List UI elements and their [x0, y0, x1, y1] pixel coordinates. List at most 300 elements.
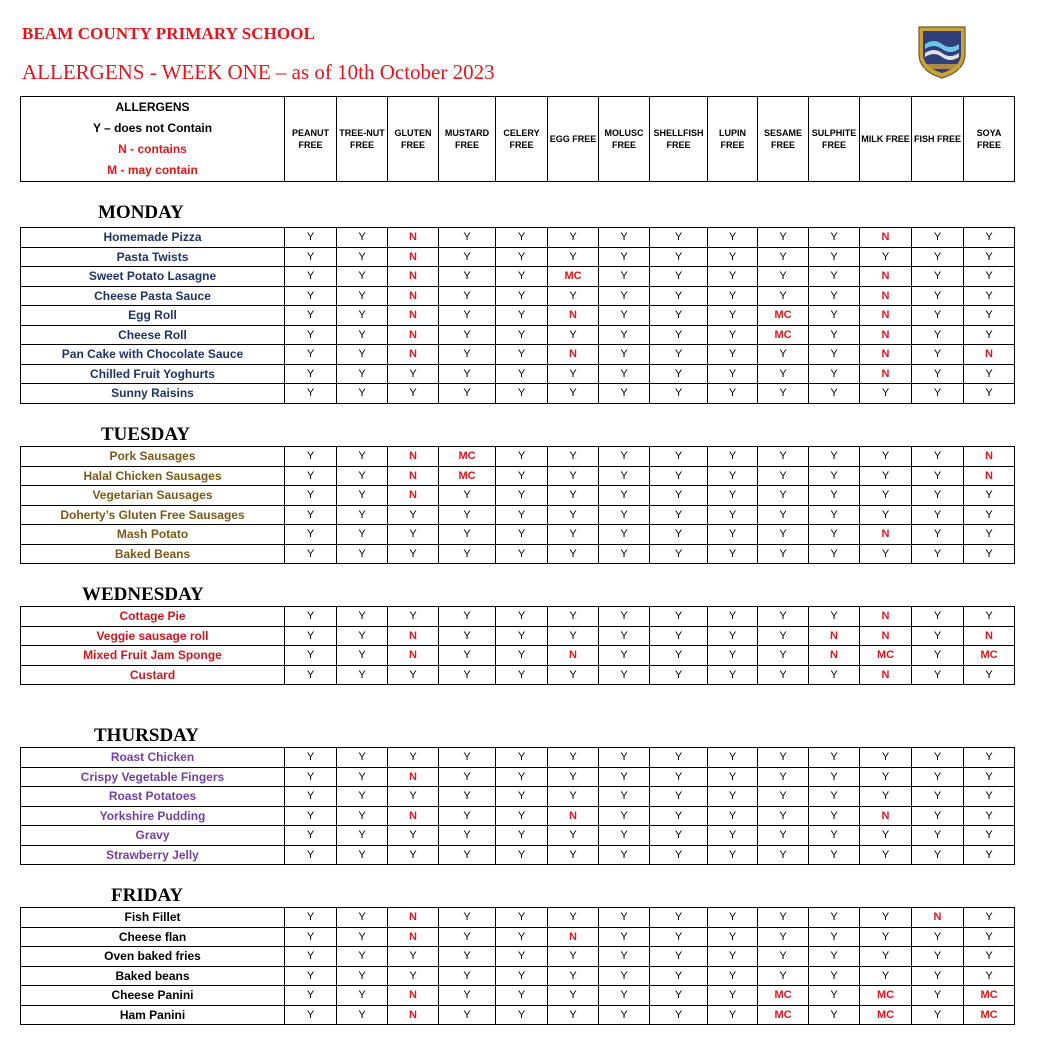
- allergen-cell: Y: [439, 364, 496, 384]
- allergen-cell: Y: [809, 947, 860, 967]
- allergen-cell: Y: [496, 447, 548, 467]
- allergen-cell: Y: [809, 247, 860, 267]
- allergen-cell: MC: [964, 646, 1015, 666]
- allergen-cell: Y: [964, 607, 1015, 627]
- allergen-cell: Y: [285, 544, 337, 564]
- table-row: [21, 247, 1015, 267]
- allergen-cell: Y: [708, 748, 758, 768]
- allergen-cell: Y: [860, 466, 912, 486]
- allergen-cell: Y: [599, 267, 650, 287]
- allergen-cell: Y: [708, 447, 758, 467]
- food-name: Custard: [21, 665, 285, 685]
- food-name: Cheese flan: [21, 927, 285, 947]
- allergen-cell: Y: [599, 927, 650, 947]
- allergen-cell: Y: [860, 486, 912, 506]
- allergen-cell: Y: [708, 607, 758, 627]
- allergen-cell: Y: [860, 927, 912, 947]
- allergen-cell: Y: [809, 986, 860, 1006]
- table-row: [21, 267, 1015, 287]
- allergen-cell: Y: [548, 966, 599, 986]
- allergen-cell: MC: [964, 986, 1015, 1006]
- column-header: MILK FREE: [860, 97, 912, 182]
- allergen-cell: N: [860, 626, 912, 646]
- allergen-cell: Y: [809, 1005, 860, 1025]
- allergen-cell: Y: [285, 1005, 337, 1025]
- allergen-cell: Y: [439, 486, 496, 506]
- allergen-cell: N: [912, 908, 964, 928]
- table-row: [21, 626, 1015, 646]
- allergen-cell: Y: [809, 364, 860, 384]
- allergen-cell: Y: [708, 908, 758, 928]
- allergen-cell: Y: [964, 806, 1015, 826]
- allergen-cell: Y: [337, 748, 388, 768]
- allergen-cell: Y: [912, 607, 964, 627]
- allergen-cell: Y: [599, 447, 650, 467]
- allergen-cell: Y: [599, 525, 650, 545]
- allergen-cell: Y: [439, 826, 496, 846]
- allergen-cell: Y: [439, 247, 496, 267]
- allergen-cell: Y: [708, 384, 758, 404]
- allergen-cell: Y: [809, 927, 860, 947]
- allergen-cell: Y: [599, 228, 650, 248]
- allergen-cell: Y: [388, 845, 439, 865]
- allergen-cell: Y: [912, 384, 964, 404]
- allergen-cell: Y: [758, 505, 809, 525]
- allergen-cell: Y: [650, 646, 708, 666]
- allergen-cell: Y: [599, 1005, 650, 1025]
- allergen-cell: Y: [809, 908, 860, 928]
- allergen-cell: Y: [599, 364, 650, 384]
- allergen-cell: Y: [548, 525, 599, 545]
- column-header: FISH FREE: [912, 97, 964, 182]
- column-header: CELERY FREE: [496, 97, 548, 182]
- allergen-cell: Y: [964, 228, 1015, 248]
- allergen-cell: Y: [337, 286, 388, 306]
- allergen-cell: Y: [439, 544, 496, 564]
- allergen-cell: Y: [912, 525, 964, 545]
- allergen-cell: Y: [708, 486, 758, 506]
- allergen-cell: Y: [708, 966, 758, 986]
- allergen-cell: Y: [809, 544, 860, 564]
- allergen-cell: Y: [964, 364, 1015, 384]
- allergen-cell: Y: [964, 947, 1015, 967]
- allergen-cell: Y: [758, 806, 809, 826]
- allergen-cell: Y: [285, 306, 337, 326]
- allergen-cell: Y: [912, 927, 964, 947]
- table-row: [21, 927, 1015, 947]
- allergen-cell: Y: [496, 325, 548, 345]
- allergen-cell: Y: [388, 544, 439, 564]
- allergen-cell: Y: [758, 966, 809, 986]
- allergen-cell: Y: [439, 646, 496, 666]
- allergen-cell: Y: [860, 767, 912, 787]
- allergen-cell: MC: [860, 1005, 912, 1025]
- allergen-cell: Y: [708, 247, 758, 267]
- allergen-cell: N: [860, 364, 912, 384]
- allergen-cell: Y: [912, 345, 964, 365]
- allergen-cell: Y: [809, 767, 860, 787]
- allergen-cell: Y: [337, 646, 388, 666]
- allergen-cell: Y: [548, 466, 599, 486]
- allergen-cell: Y: [548, 286, 599, 306]
- allergen-cell: MC: [758, 986, 809, 1006]
- allergen-cell: Y: [599, 466, 650, 486]
- allergen-cell: Y: [964, 826, 1015, 846]
- allergen-cell: Y: [439, 767, 496, 787]
- allergen-cell: MC: [860, 646, 912, 666]
- allergen-cell: Y: [758, 247, 809, 267]
- allergen-cell: Y: [599, 806, 650, 826]
- allergen-cell: Y: [285, 826, 337, 846]
- food-name: Gravy: [21, 826, 285, 846]
- allergen-cell: Y: [809, 665, 860, 685]
- allergen-cell: Y: [650, 908, 708, 928]
- allergen-cell: Y: [599, 306, 650, 326]
- allergen-cell: Y: [599, 505, 650, 525]
- allergen-cell: Y: [388, 607, 439, 627]
- allergen-cell: Y: [599, 748, 650, 768]
- allergen-cell: Y: [860, 787, 912, 807]
- allergen-cell: Y: [860, 947, 912, 967]
- table-row: [21, 306, 1015, 326]
- allergen-cell: Y: [964, 845, 1015, 865]
- allergen-cell: Y: [650, 806, 708, 826]
- allergen-cell: Y: [548, 986, 599, 1006]
- allergen-cell: Y: [496, 607, 548, 627]
- allergen-cell: Y: [964, 325, 1015, 345]
- column-header: EGG FREE: [548, 97, 599, 182]
- allergen-cell: Y: [912, 646, 964, 666]
- allergen-cell: Y: [758, 447, 809, 467]
- allergen-cell: Y: [285, 986, 337, 1006]
- allergen-cell: Y: [439, 345, 496, 365]
- allergen-cell: Y: [599, 908, 650, 928]
- allergen-cell: N: [964, 345, 1015, 365]
- allergen-cell: Y: [548, 447, 599, 467]
- allergen-cell: Y: [708, 646, 758, 666]
- table-row: [21, 325, 1015, 345]
- allergen-cell: Y: [337, 228, 388, 248]
- allergen-cell: N: [388, 927, 439, 947]
- allergen-cell: Y: [548, 787, 599, 807]
- allergen-cell: Y: [388, 505, 439, 525]
- allergen-cell: Y: [758, 908, 809, 928]
- allergen-cell: Y: [496, 845, 548, 865]
- allergen-cell: N: [388, 286, 439, 306]
- allergen-cell: Y: [650, 228, 708, 248]
- allergen-cell: Y: [912, 806, 964, 826]
- allergen-cell: Y: [650, 927, 708, 947]
- allergen-cell: Y: [439, 748, 496, 768]
- table-row: [21, 665, 1015, 685]
- allergen-cell: Y: [285, 325, 337, 345]
- allergen-cell: Y: [337, 247, 388, 267]
- allergen-cell: N: [860, 228, 912, 248]
- table-row: [21, 447, 1015, 467]
- allergen-cell: Y: [337, 345, 388, 365]
- allergen-cell: Y: [708, 286, 758, 306]
- allergen-cell: Y: [809, 228, 860, 248]
- allergen-cell: Y: [337, 525, 388, 545]
- day-heading-thursday: THURSDAY: [94, 725, 199, 746]
- allergen-cell: Y: [809, 306, 860, 326]
- allergen-cell: Y: [439, 228, 496, 248]
- allergen-cell: Y: [388, 525, 439, 545]
- allergen-cell: N: [388, 986, 439, 1006]
- allergen-cell: Y: [439, 384, 496, 404]
- allergen-cell: Y: [650, 525, 708, 545]
- allergen-cell: Y: [708, 826, 758, 846]
- allergen-cell: Y: [548, 486, 599, 506]
- food-name: Strawberry Jelly: [21, 845, 285, 865]
- allergen-cell: Y: [285, 806, 337, 826]
- allergen-cell: Y: [496, 364, 548, 384]
- allergen-cell: Y: [496, 286, 548, 306]
- allergen-cell: Y: [285, 447, 337, 467]
- allergen-cell: N: [388, 626, 439, 646]
- allergen-cell: Y: [496, 626, 548, 646]
- allergen-cell: Y: [758, 486, 809, 506]
- column-header: SOYA FREE: [964, 97, 1015, 182]
- allergen-cell: Y: [439, 787, 496, 807]
- allergen-cell: Y: [912, 286, 964, 306]
- allergen-cell: Y: [650, 1005, 708, 1025]
- allergen-cell: Y: [599, 384, 650, 404]
- allergen-cell: Y: [809, 966, 860, 986]
- allergen-cell: Y: [758, 267, 809, 287]
- allergen-cell: Y: [599, 947, 650, 967]
- allergen-cell: Y: [285, 845, 337, 865]
- table-row: [21, 228, 1015, 248]
- allergen-cell: Y: [496, 767, 548, 787]
- allergen-cell: N: [860, 345, 912, 365]
- wednesday-table: [20, 606, 1015, 685]
- allergen-cell: Y: [496, 525, 548, 545]
- allergen-cell: Y: [708, 306, 758, 326]
- allergen-cell: Y: [809, 486, 860, 506]
- column-header: TREE-NUT FREE: [337, 97, 388, 182]
- allergen-cell: Y: [337, 947, 388, 967]
- allergen-cell: N: [388, 345, 439, 365]
- allergen-cell: N: [860, 325, 912, 345]
- allergen-cell: Y: [599, 845, 650, 865]
- food-name: Cheese Roll: [21, 325, 285, 345]
- allergen-cell: Y: [337, 665, 388, 685]
- allergen-cell: Y: [650, 267, 708, 287]
- allergen-cell: Y: [548, 826, 599, 846]
- allergen-cell: Y: [496, 787, 548, 807]
- allergen-cell: Y: [285, 748, 337, 768]
- allergen-cell: Y: [964, 908, 1015, 928]
- allergen-cell: Y: [964, 286, 1015, 306]
- allergen-cell: Y: [650, 466, 708, 486]
- allergen-cell: Y: [708, 267, 758, 287]
- allergen-cell: Y: [708, 1005, 758, 1025]
- allergen-cell: N: [548, 806, 599, 826]
- food-name: Mash Potato: [21, 525, 285, 545]
- allergen-cell: Y: [599, 247, 650, 267]
- allergen-cell: Y: [337, 306, 388, 326]
- table-row: [21, 748, 1015, 768]
- allergen-cell: Y: [650, 845, 708, 865]
- legend-title: ALLERGENS: [115, 100, 190, 114]
- monday-table: [20, 227, 1015, 404]
- table-row: [21, 646, 1015, 666]
- allergen-cell: Y: [388, 826, 439, 846]
- table-row: [21, 384, 1015, 404]
- allergen-cell: Y: [285, 525, 337, 545]
- allergen-cell: Y: [439, 325, 496, 345]
- allergen-cell: Y: [439, 267, 496, 287]
- allergen-cell: Y: [809, 325, 860, 345]
- allergen-cell: Y: [388, 748, 439, 768]
- allergen-cell: Y: [650, 384, 708, 404]
- allergen-cell: Y: [599, 607, 650, 627]
- allergen-cell: Y: [439, 806, 496, 826]
- school-name: BEAM COUNTY PRIMARY SCHOOL: [22, 24, 316, 43]
- allergen-cell: Y: [964, 505, 1015, 525]
- allergen-cell: N: [388, 247, 439, 267]
- allergen-cell: Y: [548, 544, 599, 564]
- food-name: Chilled Fruit Yoghurts: [21, 364, 285, 384]
- allergen-cell: Y: [809, 806, 860, 826]
- allergen-cell: Y: [496, 908, 548, 928]
- allergen-cell: Y: [548, 665, 599, 685]
- allergen-cell: Y: [599, 325, 650, 345]
- allergen-cell: Y: [599, 665, 650, 685]
- allergen-cell: Y: [912, 466, 964, 486]
- allergen-cell: Y: [496, 267, 548, 287]
- allergen-cell: N: [860, 267, 912, 287]
- allergen-cell: N: [860, 665, 912, 685]
- allergen-cell: Y: [650, 626, 708, 646]
- allergen-cell: Y: [650, 607, 708, 627]
- allergen-cell: Y: [548, 767, 599, 787]
- allergen-cell: N: [964, 626, 1015, 646]
- food-name: Oven baked fries: [21, 947, 285, 967]
- food-name: Yorkshire Pudding: [21, 806, 285, 826]
- allergen-cell: Y: [388, 364, 439, 384]
- allergen-cell: Y: [285, 286, 337, 306]
- column-header: SULPHITE FREE: [809, 97, 860, 182]
- allergen-cell: Y: [650, 665, 708, 685]
- allergen-cell: Y: [758, 384, 809, 404]
- food-name: Sweet Potato Lasagne: [21, 267, 285, 287]
- allergen-cell: Y: [388, 966, 439, 986]
- table-row: [21, 908, 1015, 928]
- allergen-cell: N: [388, 806, 439, 826]
- allergen-cell: Y: [809, 505, 860, 525]
- allergen-cell: Y: [964, 767, 1015, 787]
- allergen-cell: Y: [964, 486, 1015, 506]
- tuesday-table: [20, 446, 1015, 564]
- table-row: [21, 787, 1015, 807]
- allergen-cell: Y: [496, 345, 548, 365]
- allergen-cell: MC: [758, 306, 809, 326]
- allergen-cell: Y: [337, 544, 388, 564]
- allergen-cell: N: [548, 306, 599, 326]
- allergen-cell: Y: [708, 544, 758, 564]
- thursday-table: [20, 747, 1015, 865]
- allergen-cell: Y: [708, 228, 758, 248]
- allergen-cell: Y: [388, 947, 439, 967]
- allergen-cell: Y: [912, 544, 964, 564]
- allergen-cell: Y: [758, 228, 809, 248]
- allergen-cell: Y: [337, 486, 388, 506]
- school-crest-icon: [916, 24, 968, 80]
- food-name: Homemade Pizza: [21, 228, 285, 248]
- allergen-cell: Y: [599, 986, 650, 1006]
- allergen-cell: Y: [758, 544, 809, 564]
- allergen-cell: Y: [708, 364, 758, 384]
- allergen-cell: Y: [388, 665, 439, 685]
- allergen-cell: Y: [912, 748, 964, 768]
- allergen-cell: Y: [285, 927, 337, 947]
- food-name: Ham Panini: [21, 1005, 285, 1025]
- allergen-cell: MC: [439, 466, 496, 486]
- allergen-cell: Y: [860, 845, 912, 865]
- allergen-cell: Y: [496, 544, 548, 564]
- allergen-cell: Y: [439, 505, 496, 525]
- allergen-cell: Y: [809, 607, 860, 627]
- allergen-cell: Y: [708, 466, 758, 486]
- allergen-cell: Y: [439, 1005, 496, 1025]
- allergen-cell: Y: [337, 325, 388, 345]
- allergen-cell: Y: [809, 826, 860, 846]
- allergen-cell: Y: [964, 787, 1015, 807]
- allergen-cell: Y: [548, 364, 599, 384]
- allergen-cell: Y: [599, 286, 650, 306]
- table-row: [21, 486, 1015, 506]
- allergen-cell: Y: [337, 826, 388, 846]
- allergen-cell: Y: [439, 947, 496, 967]
- legend-n: N - contains: [118, 142, 187, 156]
- allergen-cell: Y: [548, 228, 599, 248]
- allergen-cell: Y: [388, 787, 439, 807]
- allergen-cell: Y: [439, 626, 496, 646]
- food-name: Halal Chicken Sausages: [21, 466, 285, 486]
- allergen-cell: N: [388, 466, 439, 486]
- allergen-cell: Y: [708, 525, 758, 545]
- food-name: Fish Fillet: [21, 908, 285, 928]
- allergen-cell: Y: [337, 767, 388, 787]
- food-name: Pork Sausages: [21, 447, 285, 467]
- allergen-cell: Y: [650, 986, 708, 1006]
- legend-y: Y – does not Contain: [92, 121, 213, 135]
- allergen-cell: Y: [912, 325, 964, 345]
- food-name: Roast Chicken: [21, 748, 285, 768]
- allergen-cell: Y: [548, 1005, 599, 1025]
- allergen-cell: Y: [650, 544, 708, 564]
- allergen-cell: Y: [964, 966, 1015, 986]
- allergen-cell: Y: [758, 646, 809, 666]
- allergen-cell: Y: [496, 1005, 548, 1025]
- allergen-cell: N: [548, 646, 599, 666]
- allergen-cell: N: [809, 626, 860, 646]
- allergen-cell: Y: [650, 787, 708, 807]
- allergen-cell: Y: [496, 646, 548, 666]
- allergen-cell: Y: [439, 986, 496, 1006]
- allergen-cell: MC: [860, 986, 912, 1006]
- allergen-cell: Y: [285, 466, 337, 486]
- allergen-cell: Y: [285, 767, 337, 787]
- allergen-cell: Y: [708, 986, 758, 1006]
- allergen-cell: Y: [496, 505, 548, 525]
- allergen-cell: Y: [912, 826, 964, 846]
- allergen-cell: Y: [964, 748, 1015, 768]
- allergen-cell: Y: [650, 767, 708, 787]
- allergen-cell: Y: [599, 544, 650, 564]
